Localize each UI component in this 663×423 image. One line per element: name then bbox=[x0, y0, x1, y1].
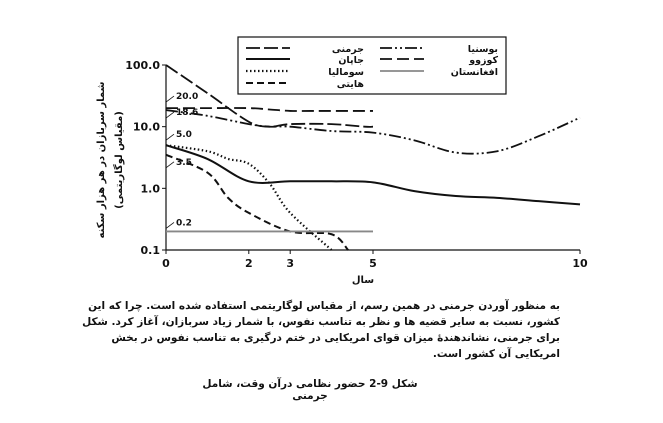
start-label-leader bbox=[166, 96, 174, 102]
x-tick-label: 3 bbox=[286, 257, 295, 270]
start-label-leader bbox=[166, 112, 174, 118]
figure-title: شکل 9-2 حضور نظامی درآن وقت، شامل جرمنی bbox=[202, 378, 418, 402]
start-label-leader bbox=[166, 162, 174, 168]
start-label: 3.5 bbox=[176, 157, 192, 168]
y-tick-label: 1.0 bbox=[140, 182, 160, 196]
figure-caption: به منظور آوردن جرمنی در همین رسم، از مقیاس لوگاریتمی استفاده شده است. چرا که این کشور، نسبت به سایر قضیه ها و نظر به تناسب نفوس، با شمار زیاد سربازان، آغاز کرد. شکل برای جرمنی، نشاندهندۀ میزان قوای امریکایی در ختم درگیری به تناسب نفوس در بخش امریکایی آن کشور است. bbox=[82, 300, 560, 360]
chart-start-labels bbox=[166, 92, 198, 228]
y-tick-label: 0.1 bbox=[140, 244, 160, 257]
y-tick-label: 100.0 bbox=[125, 59, 160, 72]
start-label: 20.0 bbox=[176, 92, 199, 103]
x-tick-label: 2 bbox=[244, 257, 253, 270]
y-axis-scale-note: (مقیاس لوگاریتمی) bbox=[114, 111, 125, 209]
y-axis-title: شمار سربازان در هر هزار سکنه bbox=[96, 81, 107, 239]
legend-label: کوزوو bbox=[469, 55, 498, 66]
x-tick-label: 10 bbox=[572, 257, 588, 270]
series-line-3 bbox=[166, 155, 348, 250]
series-line-4 bbox=[166, 110, 580, 154]
legend-label: سومالیا bbox=[328, 67, 364, 78]
x-tick-label: 0 bbox=[162, 257, 170, 270]
start-label: 5.0 bbox=[176, 130, 192, 141]
start-label: 0.2 bbox=[176, 218, 192, 229]
series-line-1 bbox=[166, 145, 580, 204]
legend-label: جاپان bbox=[338, 55, 364, 66]
legend-label: بوسنیا bbox=[467, 44, 498, 55]
legend-label: هایتی bbox=[336, 79, 364, 90]
start-label-leader bbox=[166, 134, 174, 140]
legend-box bbox=[238, 37, 506, 94]
chart-legend bbox=[238, 37, 506, 94]
x-axis-title: سال bbox=[351, 275, 375, 286]
y-tick-label: 10.0 bbox=[132, 120, 160, 134]
x-tick-label: 5 bbox=[369, 257, 377, 270]
legend-label: جرمنی bbox=[331, 44, 364, 55]
legend-label: افغانستان bbox=[450, 67, 498, 78]
start-label-leader bbox=[166, 222, 174, 228]
start-label: 18.6 bbox=[176, 108, 199, 119]
